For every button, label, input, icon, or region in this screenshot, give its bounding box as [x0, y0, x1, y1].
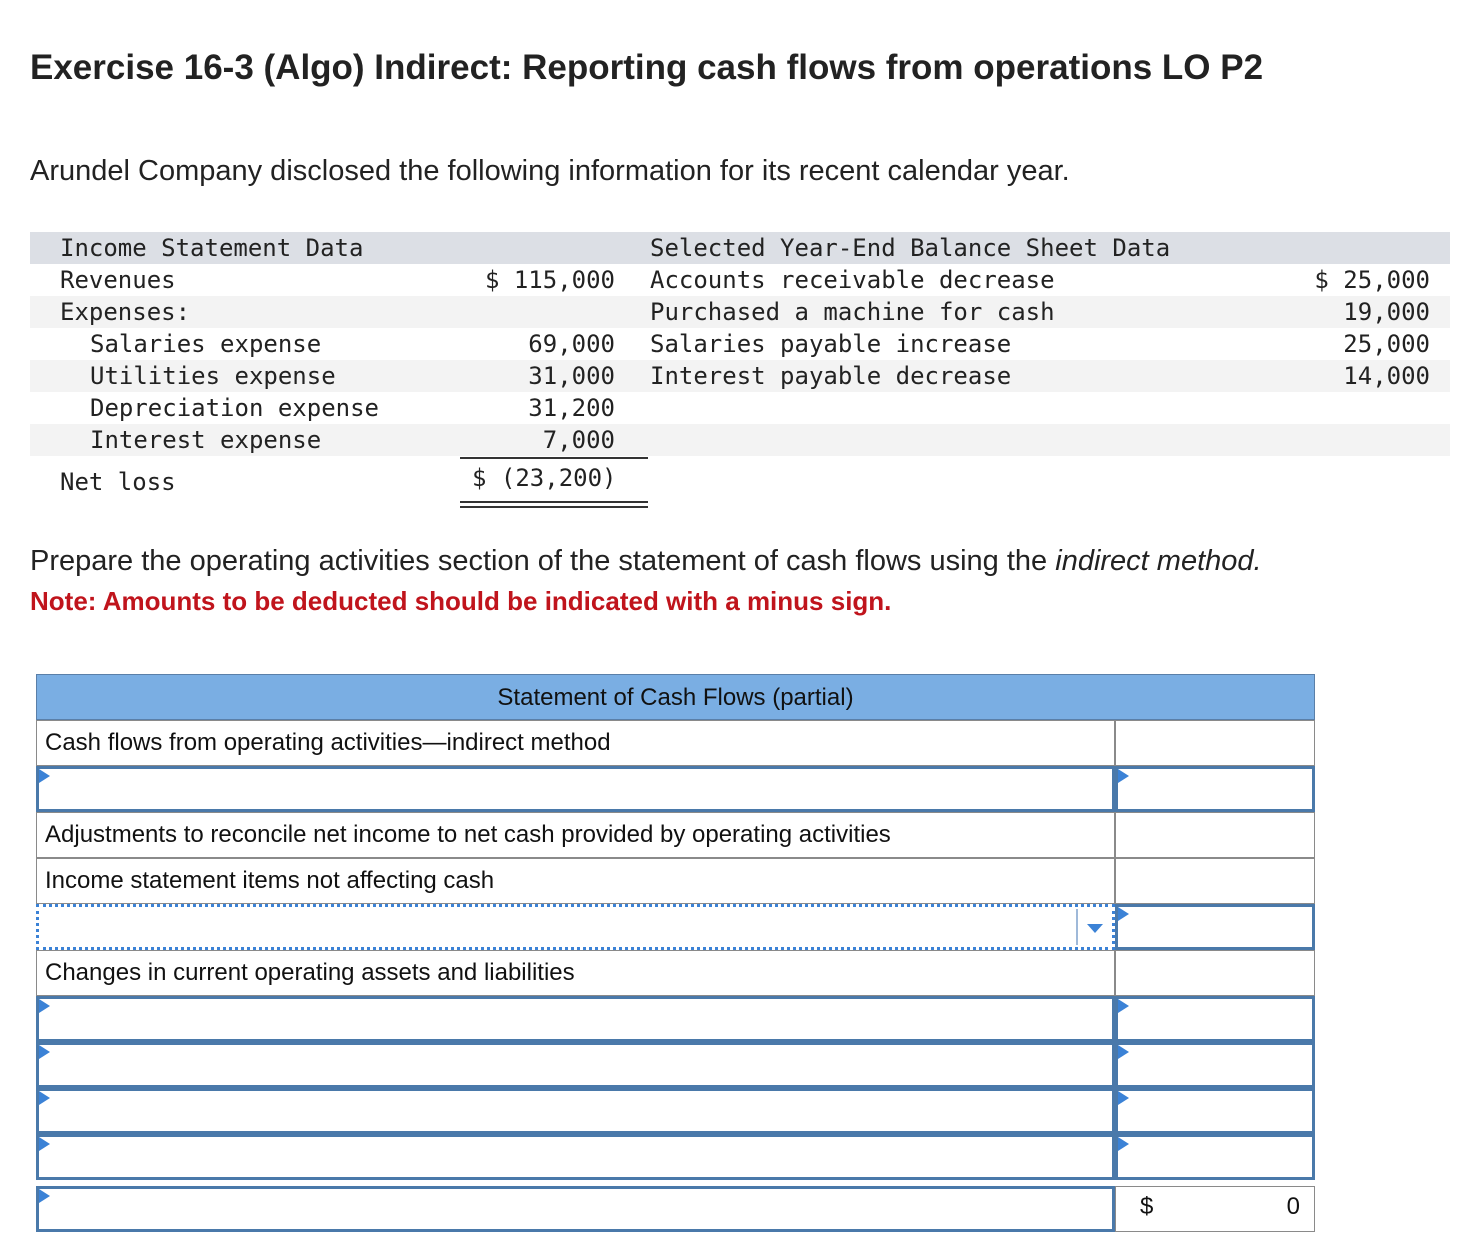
total-double-underline-bottom	[460, 506, 648, 508]
total-double-underline-top	[460, 501, 648, 503]
input-marker-icon	[1118, 769, 1129, 783]
table-row	[36, 1088, 1315, 1134]
utilities-expense-value: 31,000	[528, 362, 615, 390]
changes-label: Changes in current operating assets and liabilities	[36, 950, 1115, 996]
interest-expense-label: Interest expense	[90, 426, 322, 454]
table-row	[36, 950, 1315, 996]
input-marker-icon	[39, 999, 50, 1013]
net-loss-value: $ (23,200)	[472, 464, 617, 492]
table-row	[36, 766, 1315, 812]
salaries-expense-label: Salaries expense	[90, 330, 322, 358]
balance-sheet-item-label: Interest payable decrease	[650, 362, 1012, 390]
revenues-value: $ 115,000	[484, 266, 615, 294]
input-marker-icon	[1118, 907, 1129, 921]
dropdown-toggle[interactable]	[1076, 909, 1110, 945]
income-statement-header: Income Statement Data	[60, 234, 364, 262]
interest-expense-value: 7,000	[542, 426, 615, 454]
amount-cell	[1115, 812, 1315, 858]
table-header: Statement of Cash Flows (partial)	[36, 674, 1315, 720]
balance-sheet-item-value: 19,000	[1343, 298, 1430, 326]
input-marker-icon	[1118, 1091, 1129, 1105]
change-item-amount-input[interactable]	[1115, 1134, 1315, 1180]
amount-cell	[1115, 950, 1315, 996]
income-items-label: Income statement items not affecting cash	[36, 858, 1115, 904]
change-item-label-input[interactable]	[36, 1088, 1115, 1134]
balance-sheet-item-value: $ 25,000	[1314, 266, 1430, 294]
input-marker-icon	[39, 1091, 50, 1105]
input-marker-icon	[1118, 999, 1129, 1013]
input-marker-icon	[39, 1045, 50, 1059]
table-row	[36, 1134, 1315, 1180]
amount-cell	[1115, 720, 1315, 766]
currency-symbol: $	[1140, 1193, 1154, 1220]
salaries-expense-value: 69,000	[528, 330, 615, 358]
balance-sheet-item-label: Purchased a machine for cash	[650, 298, 1055, 326]
change-item-amount-input[interactable]	[1115, 996, 1315, 1042]
instruction-method: indirect method.	[1055, 545, 1262, 577]
utilities-expense-label: Utilities expense	[90, 362, 336, 390]
change-item-label-input[interactable]	[36, 996, 1115, 1042]
net-income-amount-input[interactable]	[1115, 766, 1315, 812]
exercise-title: Exercise 16-3 (Algo) Indirect: Reporting cash flows from operations LO P2	[30, 48, 1264, 87]
instruction-main: Prepare the operating activities section of the statement of cash flows using the	[30, 545, 1056, 577]
table-row	[36, 812, 1315, 858]
income-item-dropdown[interactable]	[36, 904, 1115, 950]
revenues-label: Revenues	[60, 266, 176, 294]
input-marker-icon	[39, 1137, 50, 1151]
table-row	[36, 996, 1315, 1042]
total-amount-cell	[1115, 1186, 1315, 1232]
net-loss-label: Net loss	[60, 468, 176, 496]
input-marker-icon	[39, 1189, 50, 1203]
amount-cell	[1115, 858, 1315, 904]
depreciation-expense-value: 31,200	[528, 394, 615, 422]
depreciation-expense-label: Depreciation expense	[90, 394, 379, 422]
instruction-note: Note: Amounts to be deducted should be indicated with a minus sign.	[30, 586, 892, 616]
total-label-input[interactable]	[36, 1186, 1115, 1232]
change-item-label-input[interactable]	[36, 1042, 1115, 1088]
expenses-label: Expenses:	[60, 298, 191, 326]
input-marker-icon	[1118, 1045, 1129, 1059]
subtotal-underline	[460, 457, 648, 459]
instruction-text	[30, 545, 1262, 578]
balance-sheet-header: Selected Year-End Balance Sheet Data	[650, 234, 1171, 262]
change-item-amount-input[interactable]	[1115, 1088, 1315, 1134]
balance-sheet-item-label: Salaries payable increase	[650, 330, 1012, 358]
input-marker-icon	[1118, 1137, 1129, 1151]
operating-activities-label: Cash flows from operating activities—indirect method	[36, 720, 1115, 766]
table-row	[36, 720, 1315, 766]
change-item-amount-input[interactable]	[1115, 1042, 1315, 1088]
income-item-amount-input[interactable]	[1115, 904, 1315, 950]
input-marker-icon	[39, 769, 50, 783]
table-row	[36, 904, 1315, 950]
change-item-label-input[interactable]	[36, 1134, 1115, 1180]
table-row	[36, 1042, 1315, 1088]
adjustments-label: Adjustments to reconcile net income to net cash provided by operating activities	[36, 812, 1115, 858]
net-income-label-input[interactable]	[36, 766, 1115, 812]
intro-text: Arundel Company disclosed the following information for its recent calendar year.	[30, 155, 1070, 187]
balance-sheet-item-value: 25,000	[1343, 330, 1430, 358]
balance-sheet-item-label: Accounts receivable decrease	[650, 266, 1055, 294]
total-amount-value: 0	[1286, 1193, 1300, 1220]
balance-sheet-item-value: 14,000	[1343, 362, 1430, 390]
chevron-down-icon	[1087, 924, 1103, 933]
table-row	[36, 1186, 1315, 1232]
table-row	[36, 858, 1315, 904]
